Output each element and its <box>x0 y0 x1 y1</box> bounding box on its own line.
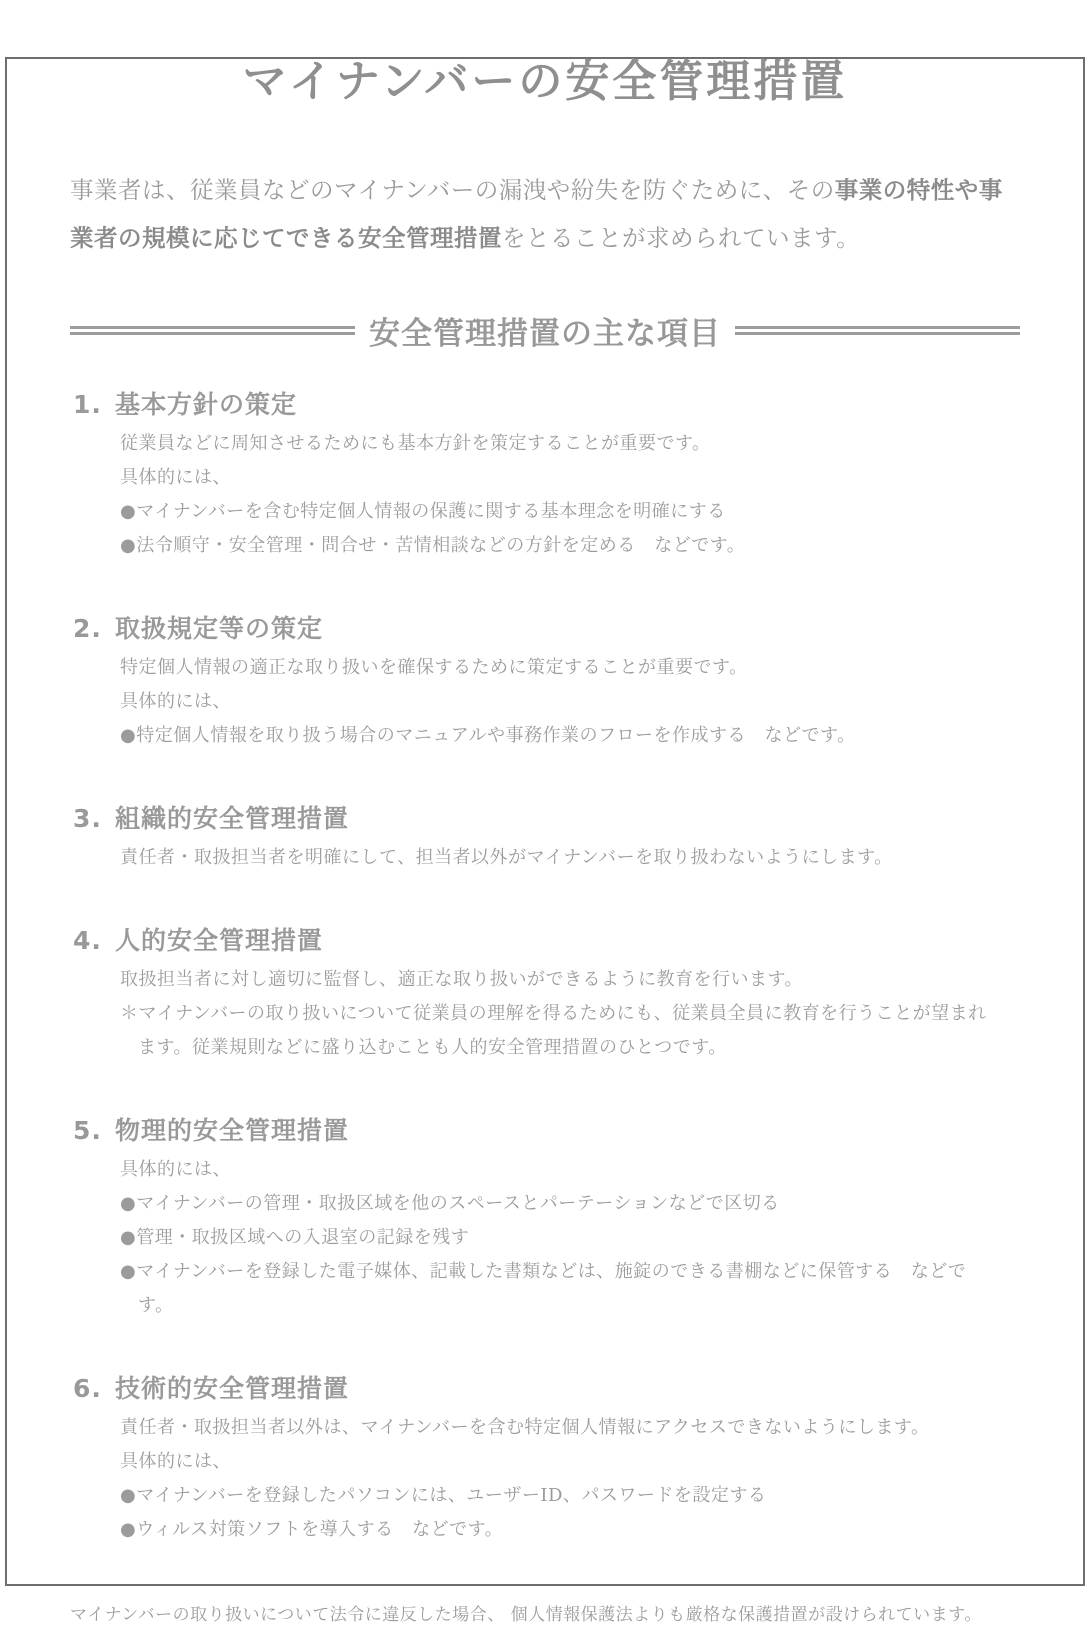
header-rule-right <box>735 326 1020 335</box>
note-line: ＊マイナンバーの取り扱いについて従業員の理解を得るためにも、従業員全員に教育を行うことが望まれます。従業規則などに盛り込むことも人的安全管理措置のひとつです。 <box>120 1003 987 1058</box>
bullet-line: ●管理・取扱区域への入退室の記録を残す <box>120 1227 470 1248</box>
bullet-line: ●マイナンバーを登録したパソコンには、ユーザーID、パスワードを設定する <box>120 1485 767 1506</box>
section-body <box>120 1153 990 1323</box>
bullet-line: ●マイナンバーを含む特定個人情報の保護に関する基本理念を明確にする <box>120 501 726 522</box>
section-body <box>120 963 990 1065</box>
body-line: 取扱担当者に対し適切に監督し、適正な取り扱いができるように教育を行います。 <box>120 969 804 990</box>
bullet-line: ●マイナンバーの管理・取扱区域を他のスペースとパーテーションなどで区切る <box>120 1193 780 1214</box>
body-line: 責任者・取扱担当者を明確にして、担当者以外がマイナンバーを取り扱わないようにします。 <box>120 847 893 868</box>
bullet-line: ●マイナンバーを登録した電子媒体、記載した書類などは、施錠のできる書棚などに保管する などです。 <box>120 1261 967 1316</box>
intro-paragraph <box>70 166 1022 262</box>
intro-text-bold: 事業の特性や事業者の規模に応じてできる安全管理措置 <box>70 176 1003 252</box>
section-number: 2. <box>73 614 102 643</box>
section-body <box>120 651 990 753</box>
section-heading <box>70 803 1020 835</box>
section-number: 5. <box>73 1116 102 1145</box>
intro-text-pre: 事業者は、従業員などのマイナンバーの漏洩や紛失を防ぐために、その <box>70 176 835 204</box>
section <box>70 613 1020 753</box>
section <box>70 389 1020 563</box>
section-heading <box>70 925 1020 957</box>
bullet-icon: ● <box>120 1485 137 1506</box>
body-line: 特定個人情報の適正な取り扱いを確保するために策定することが重要です。 <box>120 657 748 678</box>
section-body <box>120 1411 990 1547</box>
bullet-icon: ● <box>120 1519 137 1540</box>
bullet-line: ●法令順守・安全管理・問合せ・苦情相談などの方針を定める などです。 <box>120 535 746 556</box>
bullet-icon: ● <box>120 535 137 556</box>
asterisk-marker: ＊ <box>120 1003 139 1024</box>
section-title: 技術的安全管理措置 <box>115 1374 350 1403</box>
section-heading <box>70 389 1020 421</box>
section-list-header-title: 安全管理措置の主な項目 <box>369 316 721 352</box>
body-line: 具体的には、 <box>120 691 231 712</box>
section-number: 6. <box>73 1374 102 1403</box>
section-title: 取扱規定等の策定 <box>115 614 324 643</box>
section <box>70 803 1020 875</box>
document-page <box>0 52 1090 1625</box>
section-heading <box>70 1373 1020 1405</box>
section-number: 3. <box>73 804 102 833</box>
section-title: 人的安全管理措置 <box>115 926 324 955</box>
sections-list <box>70 389 1020 1547</box>
body-line: 具体的には、 <box>120 1451 231 1472</box>
body-line: 従業員などに周知させるためにも基本方針を策定することが重要です。 <box>120 433 711 454</box>
bullet-line: ●特定個人情報を取り扱う場合のマニュアルや事務作業のフローを作成する などです。 <box>120 725 856 746</box>
body-line: 具体的には、 <box>120 1159 231 1180</box>
section-title: 組織的安全管理措置 <box>115 804 350 833</box>
section-title: 物理的安全管理措置 <box>115 1116 350 1145</box>
section-heading <box>70 1115 1020 1147</box>
document-content <box>0 52 1090 1629</box>
header-rule-left <box>70 326 355 335</box>
bullet-icon: ● <box>120 501 137 522</box>
body-line: 責任者・取扱担当者以外は、マイナンバーを含む特定個人情報にアクセスできないようにします。 <box>120 1417 930 1438</box>
section-body <box>120 427 990 563</box>
section-body <box>120 841 990 875</box>
section <box>70 1115 1020 1323</box>
intro-text-post: をとることが求められています。 <box>502 224 861 252</box>
bullet-icon: ● <box>120 1227 137 1248</box>
body-line: 具体的には、 <box>120 467 231 488</box>
page-title: マイナンバーの安全管理措置 <box>242 56 848 107</box>
bullet-line: ●ウィルス対策ソフトを導入する などです。 <box>120 1519 504 1540</box>
section-title: 基本方針の策定 <box>115 390 298 419</box>
section-heading <box>70 613 1020 645</box>
bullet-icon: ● <box>120 1261 137 1282</box>
section-list-header <box>70 308 1020 353</box>
section-number: 4. <box>73 926 102 955</box>
section <box>70 1373 1020 1547</box>
section-number: 1. <box>73 390 102 419</box>
bullet-icon: ● <box>120 1193 137 1214</box>
footer-note: マイナンバーの取り扱いについて法令に違反した場合、 個人情報保護法よりも厳格な保護措置が設けられています。 <box>70 1605 982 1625</box>
bullet-icon: ● <box>120 725 137 746</box>
section <box>70 925 1020 1065</box>
